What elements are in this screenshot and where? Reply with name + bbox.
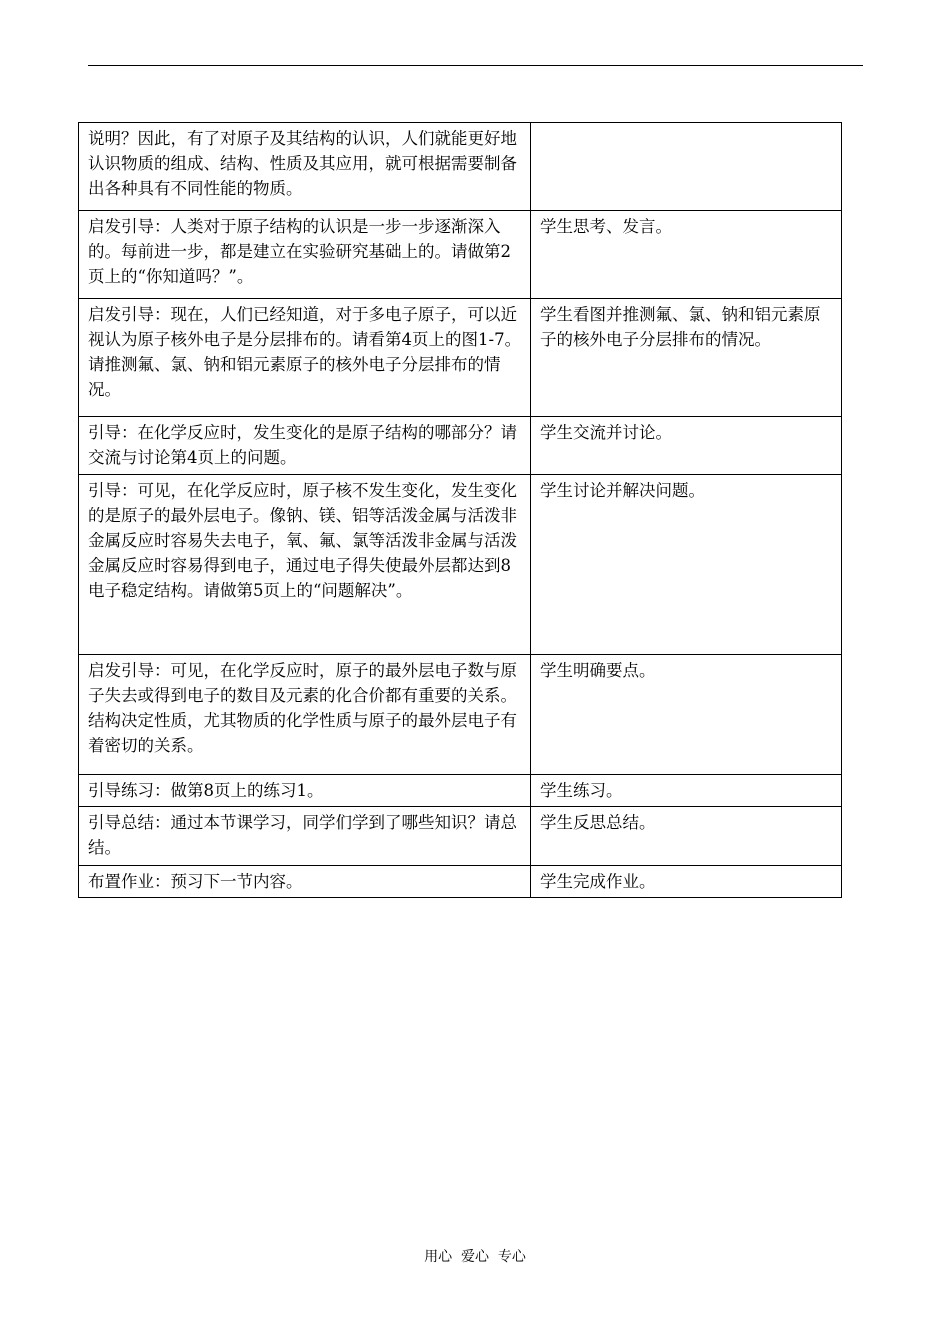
lesson-table — [78, 122, 842, 898]
teacher-activity-cell: 启发引导：可见，在化学反应时，原子的最外层电子数与原子失去或得到电子的数目及元素的化合价都有重要的关系。结构决定性质，尤其物质的化学性质与原子的最外层电子有着密切的关系。 — [79, 655, 531, 775]
student-activity-cell: 学生看图并推测氟、氯、钠和铝元素原子的核外电子分层排布的情况。 — [531, 299, 842, 417]
table-row — [79, 475, 842, 655]
student-activity-cell: 学生交流并讨论。 — [531, 417, 842, 475]
teacher-activity-cell: 说明？因此，有了对原子及其结构的认识，人们就能更好地认识物质的组成、结构、性质及其应用，就可根据需要制备出各种具有不同性能的物质。 — [79, 123, 531, 211]
teacher-activity-cell: 引导练习：做第8页上的练习1。 — [79, 775, 531, 807]
header-rule — [88, 65, 863, 66]
table-row — [79, 655, 842, 775]
student-activity-cell: 学生完成作业。 — [531, 866, 842, 898]
table-row — [79, 866, 842, 898]
student-activity-cell: 学生讨论并解决问题。 — [531, 475, 842, 655]
page-footer: 用心 爱心 专心 — [424, 1249, 526, 1265]
table-row — [79, 775, 842, 807]
teacher-activity-cell: 布置作业：预习下一节内容。 — [79, 866, 531, 898]
teacher-activity-cell: 启发引导：现在，人们已经知道，对于多电子原子，可以近视认为原子核外电子是分层排布的。请看第4页上的图1-7。请推测氟、氯、钠和铝元素原子的核外电子分层排布的情况。 — [79, 299, 531, 417]
table-row — [79, 299, 842, 417]
teacher-activity-cell: 引导：可见，在化学反应时，原子核不发生变化，发生变化的是原子的最外层电子。像钠、镁、铝等活泼金属与活泼非金属反应时容易失去电子，氧、氟、氯等活泼非金属与活泼金属反应时容易得到电子，通过电子得失使最外层都达到8电子稳定结构。请做第5页上的“问题解决”。 — [79, 475, 531, 655]
student-activity-cell — [531, 123, 842, 211]
student-activity-cell: 学生思考、发言。 — [531, 211, 842, 299]
table-row — [79, 211, 842, 299]
teacher-activity-cell: 引导总结：通过本节课学习，同学们学到了哪些知识？请总结。 — [79, 807, 531, 866]
student-activity-cell: 学生练习。 — [531, 775, 842, 807]
table-row — [79, 123, 842, 211]
teacher-activity-cell: 引导：在化学反应时，发生变化的是原子结构的哪部分？请交流与讨论第4页上的问题。 — [79, 417, 531, 475]
table-row — [79, 807, 842, 866]
table-row — [79, 417, 842, 475]
student-activity-cell: 学生反思总结。 — [531, 807, 842, 866]
student-activity-cell: 学生明确要点。 — [531, 655, 842, 775]
teacher-activity-cell: 启发引导：人类对于原子结构的认识是一步一步逐渐深入的。每前进一步，都是建立在实验研究基础上的。请做第2页上的“你知道吗？”。 — [79, 211, 531, 299]
